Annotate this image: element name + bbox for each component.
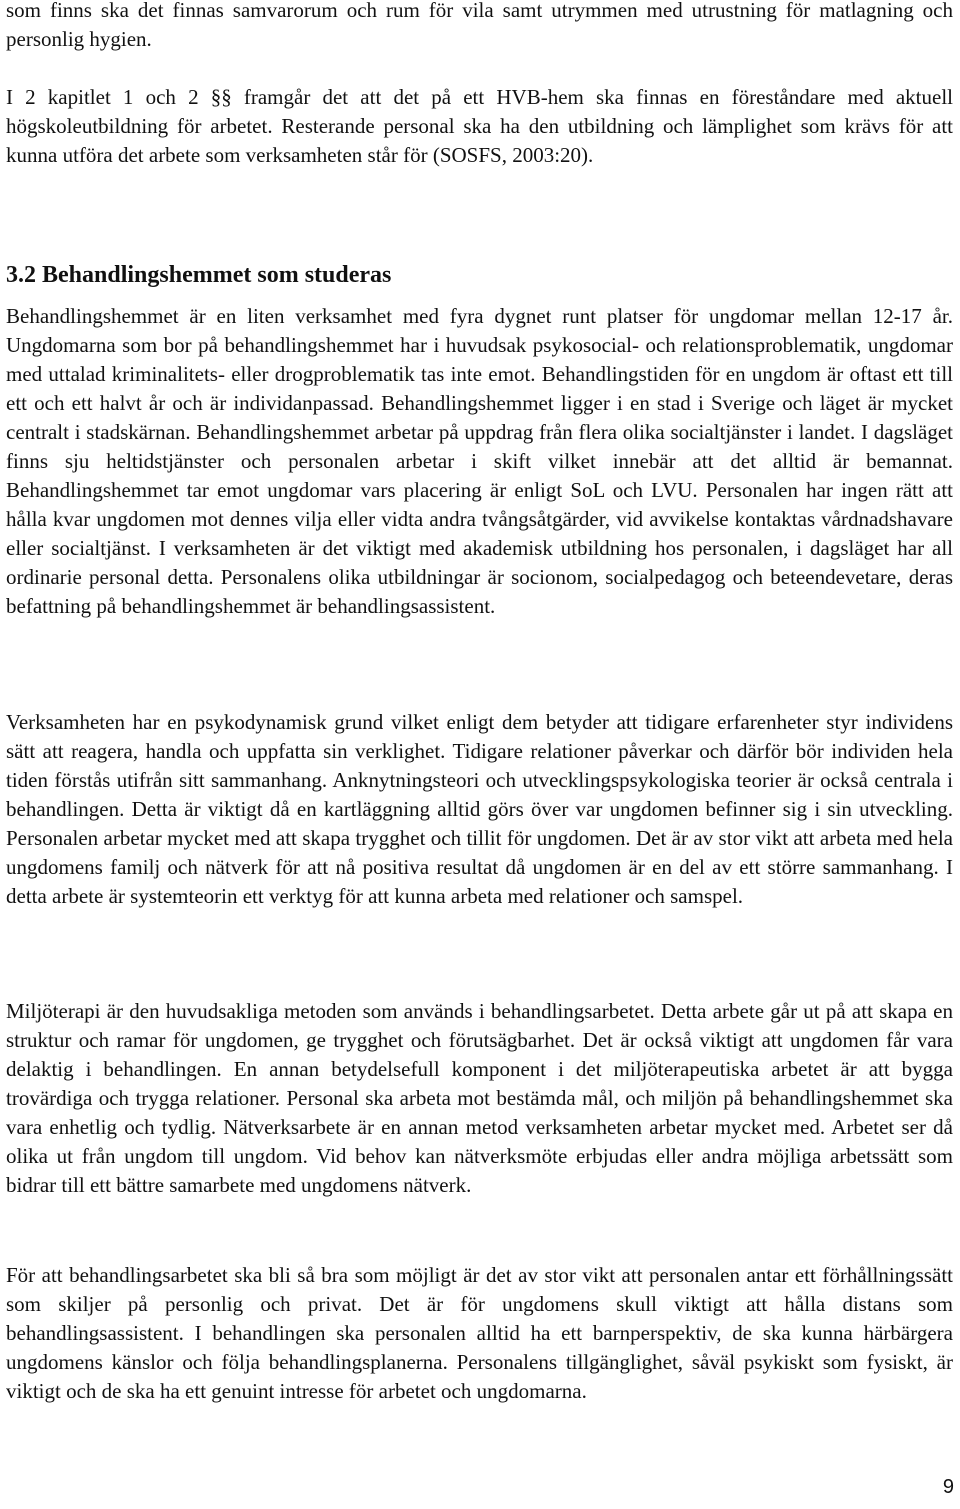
paragraph-behandlingshemmet: Behandlingshemmet är en liten verksamhet med fyra dygnet runt platser för ungdomar mellan 12-17 år. Ungdomarna som bor på behandlingshemmet har i huvudsak psykosocial- och relationsproblematik, ungdomar med uttalad kriminalitets- eller drogproblematik tas inte emot. Behandlingstiden för en ungdom är oftast ett till ett och ett halvt år och är individanpassad. Behandlingshemmet ligger i en stad i Sverige och läget är mycket centralt i stadskärnan. Behandlingshemmet arbetar på uppdrag från flera olika socialtjänster i landet. I dagsläget finns sju heltidstjänster och personalen arbetar i skift vilket innebär att det alltid är bemannat. Behandlingshemmet tar emot ungdomar vars placering är enligt SoL och LVU. Personalen har ingen rätt att hålla kvar ungdomen mot dennes vilja eller vidta andra tvångsåtgärder, vid avvikelse kontaktas vårdnadshavare eller socialtjänst. I verksamheten är det viktigt med akademisk utbildning hos personalen, i dagsläget har all ordinarie personal detta. Personalens olika utbildningar är socionom, socialpedagog och beteendevetare, deras befattning på behandlingshemmet är behandlingsassistent.	[6, 304, 953, 618]
paragraph-psykodynamisk-grund: Verksamheten har en psykodynamisk grund vilket enligt dem betyder att tidigare erfarenheter styr individens sätt att reagera, handla och uppfatta sin verklighet. Tidigare relationer påverkar och därför bör individen hela tiden förstås utifrån sitt sammanhang. Anknytningsteori och utvecklingspsykologiska teorier är också centrala i behandlingen. Detta är viktigt då en kartläggning alltid görs över var ungdomen befinner sig i sin utveckling. Personalen arbetar mycket med att skapa trygghet och tillit för ungdomen. Det är av stor vikt att arbeta med hela ungdomens familj och nätverk för att nå positiva resultat då ungdomen är en del av ett större sammanhang. I detta arbete är systemteorin ett verktyg för att kunna arbeta med relationer och samspel.	[6, 710, 953, 908]
page-number: 9	[942, 1476, 954, 1498]
section-heading: 3.2 Behandlingshemmet som studeras	[6, 262, 392, 288]
paragraph-miljoterapi: Miljöterapi är den huvudsakliga metoden som används i behandlingsarbetet. Detta arbete går ut på att skapa en struktur och ramar för ungdomen, ge trygghet och förutsägbarhet. Det är också viktigt att ungdomen får vara delaktig i behandlingen. En annan betydelsefull komponent i det miljöterapeutiska arbetet är att bygga trovärdiga och trygga relationer. Personal ska arbeta mot bestämda mål, och miljön på behandlingshemmet ska vara enhetlig och tydlig. Nätverksarbete är en annan metod verksamheten arbetar mycket med. Arbetet ser då olika ut från ungdom till ungdom. Vid behov kan nätverksmöte erbjudas eller andra möjliga arbetssätt som bidrar till ett bättre samarbete med ungdomens nätverk.	[6, 999, 953, 1197]
paragraph-hvb-requirements: I 2 kapitlet 1 och 2 §§ framgår det att det på ett HVB-hem ska finnas en föreståndare med aktuell högskoleutbildning för arbetet. Resterande personal ska ha den utbildning och lämplighet som krävs för att kunna utföra det arbete som verksamheten står för (SOSFS, 2003:20).	[6, 85, 953, 167]
paragraph-intro-continued: som finns ska det finnas samvarorum och rum för vila samt utrymmen med utrustning för matlagning och personlig hygien.	[6, 0, 953, 51]
paragraph-forhallningssatt: För att behandlingsarbetet ska bli så bra som möjligt är det av stor vikt att personalen antar ett förhållningssätt som skiljer på personlig och privat. Det är för ungdomens skull viktigt att hålla distans som behandlingsassistent. I behandlingen ska personalen alltid ha ett barnperspektiv, de ska kunna härbärgera ungdomens känslor och följa behandlingsplanerna. Personalens tillgänglighet, såväl psykiskt som fysiskt, är viktigt och de ska ha ett genuint intresse för arbetet och ungdomarna.	[6, 1263, 953, 1403]
